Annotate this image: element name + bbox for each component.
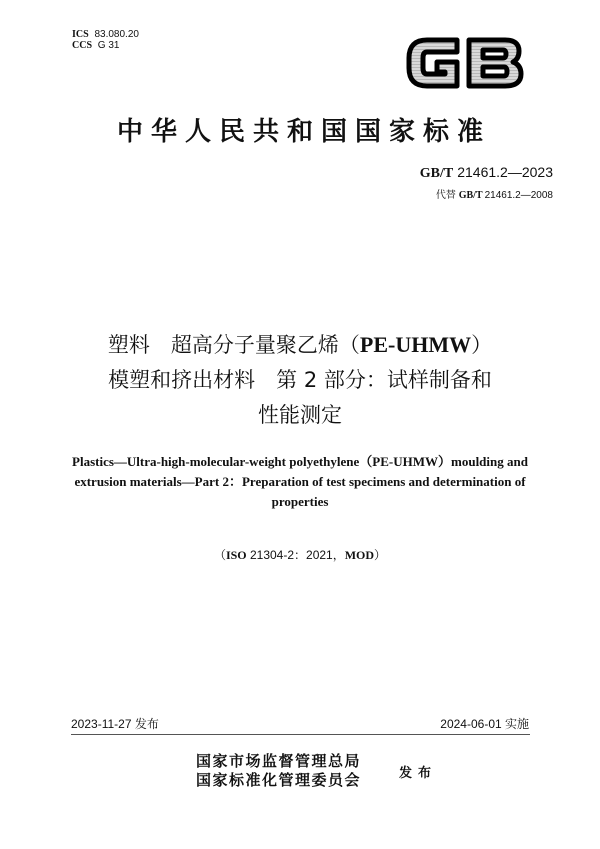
standard-number-prefix: GB/T <box>419 166 454 181</box>
chinese-title-line-1-text: 塑料 超高分子量聚乙烯（ <box>107 333 360 357</box>
ccs-value: G 31 <box>97 40 120 51</box>
chinese-title <box>0 327 600 433</box>
english-title-line-3: properties <box>271 494 329 509</box>
iso-open-paren: （ <box>213 548 226 562</box>
chinese-title-line-2: 模塑和挤出材料 第 2 部分：试样制备和 <box>108 368 492 392</box>
iso-reference <box>0 546 600 563</box>
date-divider <box>71 734 530 735</box>
ics-label: ICS <box>72 29 89 40</box>
replaces-standard <box>436 186 553 201</box>
chinese-title-line-3: 性能测定 <box>258 403 342 427</box>
replaces-prefix: GB/T <box>458 190 483 201</box>
ics-code <box>72 29 139 40</box>
iso-number: 21304-2：2021， <box>246 548 345 562</box>
iso-mod: MOD <box>344 548 375 562</box>
national-standard-title: 中华人民共和国国家标准 <box>116 117 491 147</box>
ccs-label: CCS <box>72 40 93 51</box>
replaces-label: 代替 <box>435 190 456 201</box>
chinese-title-abbreviation: PE-UHMW <box>359 332 472 357</box>
english-title <box>60 452 540 512</box>
iso-prefix: ISO <box>225 548 247 562</box>
implementation-date: 2024-06-01 实施 <box>440 717 529 731</box>
english-title-line-2: extrusion materials—Part 2：Preparation of test specimens and determination of <box>74 474 526 489</box>
issuer-sac: 国家标准化管理委员会 <box>196 771 362 789</box>
issuer-samr: 国家市场监督管理总局 <box>196 752 362 770</box>
gb-logo-icon <box>405 36 525 90</box>
replaces-number: 21461.2—2008 <box>484 190 553 201</box>
ccs-code <box>72 40 139 51</box>
issuing-authorities <box>196 752 361 790</box>
ics-value: 83.080.20 <box>94 29 139 40</box>
chinese-title-line-1 <box>0 327 600 363</box>
english-title-line-1: Plastics—Ultra-high-molecular-weight polyethylene（PE-UHMW）moulding and <box>72 454 528 469</box>
chinese-title-close-paren: ） <box>471 333 493 357</box>
standard-number-value: 21461.2—2023 <box>457 164 553 180</box>
classification-codes <box>72 29 139 51</box>
standard-number <box>420 164 553 182</box>
iso-close-paren: ） <box>374 548 387 562</box>
publish-date: 2023-11-27 发布 <box>71 717 159 731</box>
issue-action: 发布 <box>399 766 438 781</box>
